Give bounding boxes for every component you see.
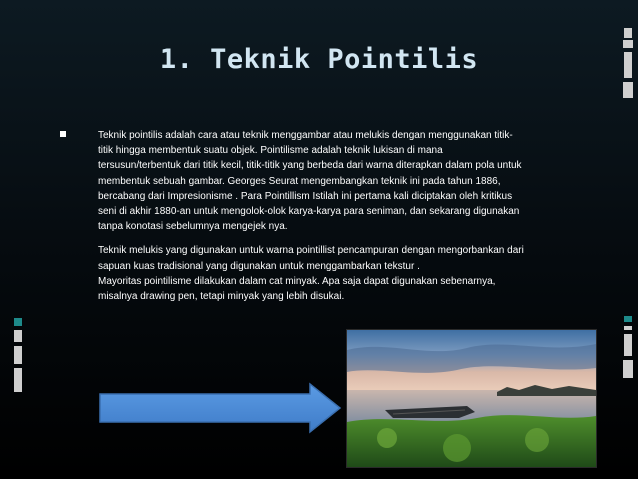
paragraph-line: tanpa konotasi sebelumnya mengejek nya. (98, 221, 288, 233)
deco-bar (14, 330, 22, 342)
left-decorative-bars (14, 318, 22, 398)
paragraph-line: seni di akhir 1880-an untuk mengolok-olok karya-karya para seniman, dan sekarang digunakan (98, 206, 520, 218)
paragraph-line: Teknik melukis yang digunakan untuk warna pointillist pencampuran dengan mengorbankan dari (98, 245, 524, 257)
deco-bar (623, 360, 633, 378)
paragraph-line: membentuk sebuah gambar. Georges Seurat mengembangkan teknik ini pada tahun 1886, (98, 175, 501, 187)
bullet-item (62, 128, 602, 304)
deco-bar (624, 334, 632, 356)
paragraph-line: Mayoritas pointilisme dilakukan dalam cat minyak. Apa saja dapat digunakan sebenarnya, (98, 275, 496, 287)
paragraph-line: Teknik pointilis adalah cara atau teknik menggambar atau melukis dengan menggunakan titik- (98, 130, 513, 141)
deco-bar (14, 318, 22, 326)
paragraph-line: bercabang dari Impresionisme . Para Pointillism Istilah ini pertama kali diciptakan oleh kritikus (98, 190, 513, 202)
paragraph-2 (98, 243, 602, 304)
deco-bar (624, 326, 632, 330)
landscape-image (347, 330, 596, 467)
right-arrow-icon (98, 382, 342, 434)
paragraph-line: tersusun/terbentuk dari titik kecil, titik-titik yang berbeda dari warna diterapkan dalam pola untuk (98, 160, 522, 172)
deco-bar (624, 28, 632, 38)
deco-bar (14, 346, 22, 364)
paragraph-line: misalnya drawing pen, tetapi minyak yang lebih disukai. (98, 291, 345, 303)
square-bullet-icon (60, 131, 66, 137)
paragraph-1 (98, 128, 602, 234)
deco-bar (14, 368, 22, 392)
slide-title: 1. Teknik Pointilis (159, 44, 479, 75)
deco-bar (624, 316, 632, 322)
slide-content (62, 128, 602, 313)
deco-bar (623, 82, 633, 98)
paragraph-line: titik hingga membentuk suatu objek. Pointilisme adalah teknik lukisan di mana (98, 145, 443, 157)
paragraph-line: sapuan kuas tradisional yang digunakan untuk menggambarkan tekstur . (98, 260, 420, 272)
lake-boat-photo (346, 329, 597, 468)
